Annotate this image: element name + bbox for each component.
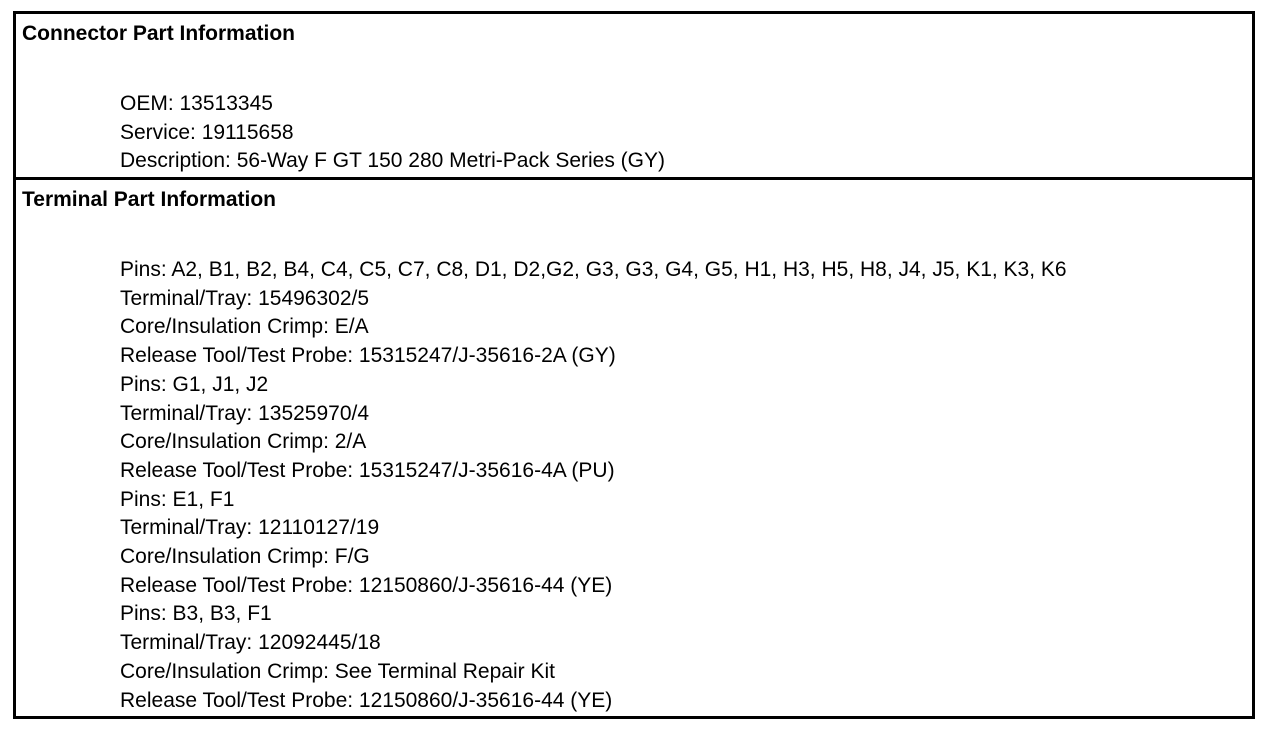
terminal-section-title: Terminal Part Information [22, 188, 276, 211]
connector-service-line: Service: 19115658 [120, 120, 294, 144]
connector-description-line: Description: 56-Way F GT 150 280 Metri-Pack Series (GY) [120, 149, 666, 173]
terminal-release-tool-line: Release Tool/Test Probe: 12150860/J-35616-44 (YE) [120, 688, 613, 712]
connector-part-section [16, 14, 1252, 180]
terminal-crimp-line: Core/Insulation Crimp: 2/A [120, 430, 367, 454]
part-information-table [13, 11, 1255, 719]
connector-section-title: Connector Part Information [22, 22, 296, 45]
terminal-release-tool-line: Release Tool/Test Probe: 15315247/J-35616-2A (GY) [120, 344, 616, 368]
connector-info-list [120, 90, 665, 176]
terminal-crimp-line: Core/Insulation Crimp: See Terminal Repair Kit [120, 659, 555, 683]
terminal-tray-line: Terminal/Tray: 15496302/5 [120, 286, 370, 310]
terminal-crimp-line: Core/Insulation Crimp: F/G [120, 545, 370, 569]
terminal-tray-line: Terminal/Tray: 12092445/18 [120, 631, 381, 655]
terminal-crimp-line: Core/Insulation Crimp: E/A [120, 315, 369, 339]
terminal-pins-line: Pins: G1, J1, J2 [120, 372, 269, 396]
terminal-part-section [16, 180, 1252, 716]
terminal-release-tool-line: Release Tool/Test Probe: 12150860/J-35616-44 (YE) [120, 573, 613, 597]
connector-oem-line: OEM: 13513345 [120, 92, 273, 115]
terminal-tray-line: Terminal/Tray: 13525970/4 [120, 401, 370, 425]
terminal-pins-line: Pins: A2, B1, B2, B4, C4, C5, C7, C8, D1, D2,G2, G3, G3, G4, G5, H1, H3, H5, H8, J4, J5, K1, K3, K6 [120, 258, 1067, 281]
terminal-pins-line: Pins: B3, B3, F1 [120, 602, 272, 626]
terminal-release-tool-line: Release Tool/Test Probe: 15315247/J-35616-4A (PU) [120, 458, 615, 482]
terminal-pins-line: Pins: E1, F1 [120, 487, 235, 511]
terminal-tray-line: Terminal/Tray: 12110127/19 [120, 516, 380, 540]
terminal-info-list [120, 256, 1067, 715]
